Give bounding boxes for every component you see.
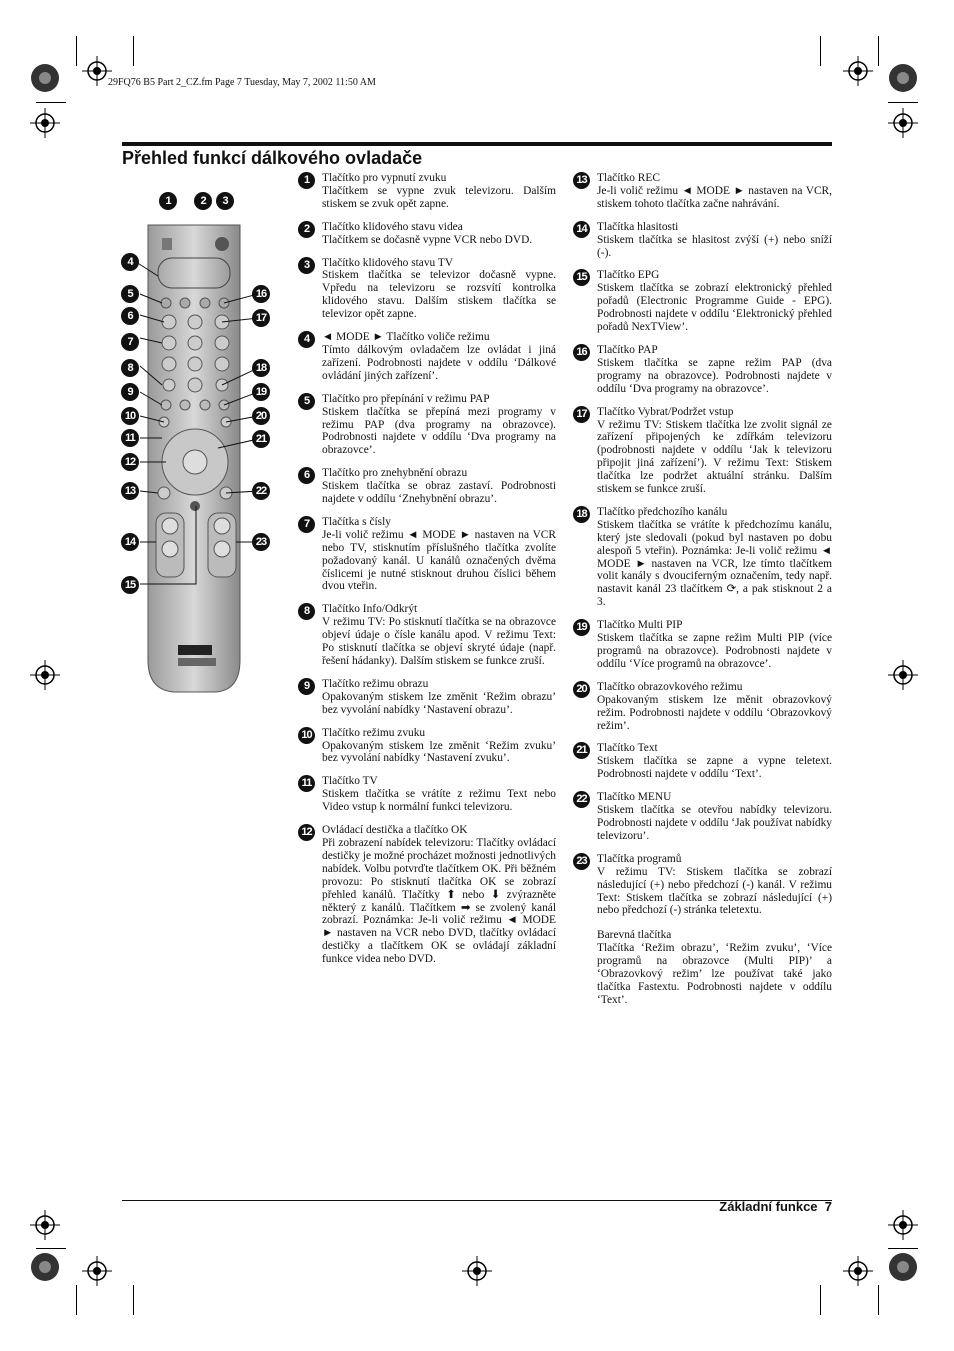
entry-desc: Stiskem tlačítka se obraz zastaví. Podrobnosti najdete v oddílu ‘Znehybnění obrazu’. — [322, 480, 556, 506]
remote-callout-21: 21 — [252, 430, 270, 448]
remote-callout-3: 3 — [216, 192, 234, 210]
registration-target-icon — [888, 1210, 918, 1240]
entry-19 — [573, 619, 832, 671]
registration-target-icon — [30, 660, 60, 690]
entry-14 — [573, 221, 832, 260]
entry-number: 2 — [298, 221, 315, 238]
entry-title: Tlačítko pro vypnutí zvuku — [322, 172, 447, 184]
entry-color-buttons — [573, 929, 832, 1006]
entry-desc: Stiskem tlačítka se zapne režim PAP (dva programy na obrazovce). Podrobnosti najdete v oddílu ‘Dva programy na obrazovce’. — [597, 356, 832, 395]
entry-title: Tlačítko PAP — [597, 343, 658, 356]
entry-title: Tlačítko režimu zvuku — [322, 726, 426, 739]
entry-desc: V režimu TV: Po stisknutí tlačítka se na obrazovce objeví údaje o čísle kanálu apod. V režimu Text: Po stisknutí tlačítka se objeví skryté údaje (např. řešení hádanky). Dalším stiskem se funkce zruší. — [322, 616, 556, 667]
entry-16 — [573, 344, 832, 396]
entry-title: Barevná tlačítka — [597, 929, 672, 942]
entry-desc: Opakovaným stiskem lze změnit ‘Režim obrazu’ bez vyvolání nabídky ‘Nastavení obrazu’. — [322, 690, 556, 716]
entry-desc: Stiskem tlačítka se otevřou nabídky televizoru. Podrobnosti najdete v oddílu ‘Jak používat nabídky televizoru’. — [597, 804, 832, 842]
entry-title: Tlačítka hlasitosti — [597, 220, 679, 233]
remote-callout-22: 22 — [252, 482, 270, 500]
entry-desc: Opakovaným stiskem lze měnit obrazovkový režim. Podrobnosti najdete v oddílu ‘Obrazovkový režim’. — [597, 693, 832, 732]
entry-21 — [573, 742, 832, 781]
entry-22 — [573, 791, 832, 843]
entry-number: 23 — [573, 853, 590, 870]
entry-number: 17 — [573, 406, 590, 423]
entry-title: Tlačítko pro znehybnění obrazu — [322, 467, 468, 480]
entry-desc: Je-li volič režimu ◄ MODE ► nastaven na VCR nebo TV, stisknutím příslušného tlačítka zvolíte požadovaný kanál. U kanálů označených dvěma číslicemi je nutné stisknout druhou číslici během dvou vteřin. — [322, 528, 556, 593]
entry-number: 3 — [298, 257, 315, 274]
entry-desc: Stiskem tlačítka se zapne a vypne teletext. Podrobnosti najdete v oddílu ‘Text’. — [597, 755, 832, 781]
remote-callout-23: 23 — [252, 533, 270, 551]
footer-section: Základní funkce — [719, 1199, 818, 1214]
entries-column-left — [298, 172, 556, 966]
entry-number: 22 — [573, 791, 590, 808]
entry-17 — [573, 406, 832, 496]
entry-desc: V režimu TV: Stiskem tlačítka lze zvolit signál ze zařízení připojených ke zdířkám televizoru (podrobnosti najdete v oddílu ‘Jak k televizoru připojit jiná zařízení’). V režimu Text: Stiskem tlačítka lze podržet aktuální stránku. Dalším stiskem se funkce zruší. — [597, 418, 832, 496]
crop-mark — [820, 36, 821, 66]
page-number: 7 — [824, 1199, 832, 1214]
entry-15 — [573, 269, 832, 334]
remote-callout-11: 11 — [121, 429, 139, 447]
entry-number: 15 — [573, 269, 590, 286]
remote-callout-19: 19 — [252, 383, 270, 401]
entry-5 — [298, 393, 556, 458]
entry-desc: Tímto dálkovým ovladačem lze ovládat i jiná zařízení. Podrobnosti najdete v oddílu ‘Dálkové ovládání jiných zařízení’. — [322, 343, 556, 382]
crop-mark — [888, 1248, 918, 1249]
entry-number: 12 — [298, 824, 315, 841]
entry-desc: Tlačítkem se vypne zvuk televizoru. Dalším stiskem se zvuk opět zapne. — [322, 184, 556, 210]
entry-number: 5 — [298, 393, 315, 410]
file-header: 29FQ76 B5 Part 2_CZ.fm Page 7 Tuesday, May 7, 2002 11:50 AM — [108, 77, 376, 88]
registration-target-icon — [462, 1256, 492, 1286]
entry-desc: Stiskem tlačítka se hlasitost zvýší (+) nebo sníží (-). — [597, 233, 832, 259]
remote-callout-10: 10 — [121, 407, 139, 425]
entry-13 — [573, 172, 832, 211]
remote-callout-1: 1 — [159, 192, 177, 210]
entry-desc: Stiskem tlačítka se přepíná mezi programy v režimu PAP (dva programy na obrazovce). Podrobnosti najdete v oddílu ‘Dva programy na obrazovce’. — [322, 405, 556, 457]
entry-number: 18 — [573, 506, 590, 523]
entry-number: 8 — [298, 603, 315, 620]
entry-desc: Opakovaným stiskem lze změnit ‘Režim zvuku’ bez vyvolání nabídky ‘Nastavení zvuku’. — [322, 739, 556, 765]
registration-rosette-icon — [30, 1252, 60, 1282]
registration-rosette-icon — [888, 63, 918, 93]
entry-title: Tlačítka s čísly — [322, 515, 391, 528]
entry-desc: Při zobrazení nabídek televizoru: Tlačítky ovládací destičky je možné procházet možnosti jednotlivých nabídek. Volbu potvrďte tlačítkem OK. Při běžném provozu: Po stisknutí tlačítka OK se zobrazí přehled kanálů. Tlačítky ⬆ nebo ⬇ zvýrazněte některý z kanálů. Tlačítkem ➡ se zvolený kanál zobrazí. Poznámka: Je-li volič režimu ◄ MODE ► nastaven na VCR nebo DVD, tlačítky ovládací destičky a tlačítkem OK se ovládají základní funkce videa nebo DVD. — [322, 836, 556, 966]
title-rule — [122, 142, 832, 146]
entry-title: Tlačítko Info/Odkrýt — [322, 603, 418, 616]
entry-desc: Tlačítka ‘Režim obrazu’, ‘Režim zvuku’, ‘Více programů na obrazovce (Multi PIP)’ a ‘Obrazovkový režim’ lze používat také jako tlačítka Fastextu. Podrobnosti najdete v oddílu ‘Text’. — [597, 942, 832, 1006]
entry-title: Tlačítka programů — [597, 852, 682, 865]
registration-target-icon — [843, 1256, 873, 1286]
remote-callout-18: 18 — [252, 359, 270, 377]
entry-title: Tlačítko klidového stavu TV — [322, 256, 454, 269]
crop-mark — [878, 36, 879, 66]
entry-desc: Stiskem tlačítka se zapne režim Multi PIP (více programů na obrazovce). Podrobnosti najdete v oddílu ‘Více programů na obrazovce’. — [597, 632, 832, 670]
remote-callout-5: 5 — [121, 285, 139, 303]
entry-3 — [298, 257, 556, 322]
crop-mark — [36, 102, 66, 103]
entry-number: 13 — [573, 172, 590, 189]
registration-rosette-icon — [30, 63, 60, 93]
registration-target-icon — [30, 1210, 60, 1240]
remote-callout-4: 4 — [121, 253, 139, 271]
entry-title: Tlačítko REC — [597, 172, 660, 184]
remote-callout-7: 7 — [121, 333, 139, 351]
entry-9 — [298, 678, 556, 717]
crop-mark — [820, 1285, 821, 1315]
entry-title: Tlačítko MENU — [597, 791, 672, 804]
entry-8 — [298, 603, 556, 668]
entry-desc: Tlačítkem se dočasně vypne VCR nebo DVD. — [322, 233, 533, 246]
registration-target-icon — [888, 108, 918, 138]
entry-18 — [573, 506, 832, 609]
entry-title: Tlačítko obrazovkového režimu — [597, 680, 743, 693]
entry-4 — [298, 331, 556, 383]
entry-number: 20 — [573, 681, 590, 698]
entry-title: Tlačítko EPG — [597, 269, 660, 282]
entry-title: Tlačítko režimu obrazu — [322, 677, 429, 690]
remote-callout-16: 16 — [252, 285, 270, 303]
crop-mark — [76, 36, 77, 66]
entry-title: Tlačítko Vybrat/Podržet vstup — [597, 405, 734, 418]
crop-mark — [133, 1285, 134, 1315]
registration-rosette-icon — [888, 1252, 918, 1282]
entry-title: Tlačítko předchozího kanálu — [597, 505, 728, 518]
entry-number: 11 — [298, 775, 315, 792]
entry-12 — [298, 824, 556, 966]
remote-callout-6: 6 — [121, 307, 139, 325]
entry-number: 14 — [573, 221, 590, 238]
remote-callout-2: 2 — [194, 192, 212, 210]
registration-target-icon — [843, 56, 873, 86]
entry-23 — [573, 853, 832, 918]
entry-desc: Je-li volič režimu ◄ MODE ► nastaven na VCR, stiskem tohoto tlačítka začne nahrávání. — [597, 184, 832, 210]
remote-callout-17: 17 — [252, 309, 270, 327]
remote-callout-12: 12 — [121, 453, 139, 471]
entry-6 — [298, 467, 556, 506]
entry-number: 10 — [298, 727, 315, 744]
registration-target-icon — [82, 1256, 112, 1286]
entry-title: ◄ MODE ► Tlačítko voliče režimu — [322, 331, 490, 344]
page-footer — [719, 1199, 832, 1214]
remote-callout-20: 20 — [252, 407, 270, 425]
entry-desc: Stiskem tlačítka se vrátíte z režimu Text nebo Video vstup k normální funkci televizoru. — [322, 788, 556, 814]
entry-number: 1 — [298, 172, 315, 189]
entry-number: 9 — [298, 678, 315, 695]
crop-mark — [36, 1248, 66, 1249]
entry-title: Tlačítko Multi PIP — [597, 619, 683, 632]
remote-callout-13: 13 — [121, 482, 139, 500]
entry-number: 19 — [573, 619, 590, 636]
entry-number: 6 — [298, 467, 315, 484]
entry-desc: Stiskem tlačítka se vrátíte k předchozímu kanálu, který jste sledovali (pokud byl nastaven po dobu alespoň 5 vteřin). Poznámka: Je-li volič režimu ◄ MODE ► nastaven na VCR, lze tímto tlačítkem volit kanály s dvouciferným označením, tedy např. nastavit kanál 23 tlačítkem ⟳, a pak stisknout 2 a 3. — [597, 518, 832, 609]
entry-number: 4 — [298, 331, 315, 348]
entry-title: Tlačítko Text — [597, 742, 658, 755]
remote-callout-14: 14 — [121, 533, 139, 551]
registration-target-icon — [30, 108, 60, 138]
entry-number: 21 — [573, 742, 590, 759]
entry-number: 16 — [573, 344, 590, 361]
remote-callout-9: 9 — [121, 383, 139, 401]
entry-7 — [298, 516, 556, 593]
entry-desc: Stiskem tlačítka se zobrazí elektronický přehled pořadů (Electronic Programme Guide - EPG). Podrobnosti najdete v oddílu ‘Elektronický přehled pořadů NexTView’. — [597, 282, 832, 334]
remote-callout-8: 8 — [121, 359, 139, 377]
entries-column-right — [573, 172, 832, 1007]
entry-20 — [573, 681, 832, 733]
crop-mark — [76, 1285, 77, 1315]
crop-mark — [133, 36, 134, 66]
crop-mark — [878, 1285, 879, 1315]
remote-callout-15: 15 — [121, 576, 139, 594]
entry-title: Tlačítko TV — [322, 775, 378, 788]
entry-11 — [298, 775, 556, 814]
entry-10 — [298, 727, 556, 766]
entry-desc: V režimu TV: Stiskem tlačítka se zobrazí následující (+) nebo předchozí (-) kanál. V režimu Text: Stiskem tlačítka se zobrazí následující (+) nebo předchozí (-) stránka teletextu. — [597, 865, 832, 917]
entry-title: Tlačítko pro přepínání v režimu PAP — [322, 392, 490, 405]
crop-mark — [888, 102, 918, 103]
entry-title: Tlačítko klidového stavu videa — [322, 220, 463, 233]
registration-target-icon — [888, 660, 918, 690]
page-title: Přehled funkcí dálkového ovladače — [122, 148, 423, 168]
entry-2 — [298, 221, 556, 247]
entry-title: Ovládací destička a tlačítko OK — [322, 824, 468, 837]
entry-1 — [298, 172, 556, 211]
entry-desc: Stiskem tlačítka se televizor dočasně vypne. Vpředu na televizoru se rozsvítí kontrolka klidového stavu. Dalším stiskem tlačítka se televizor opět zapne. — [322, 269, 556, 321]
entry-number: 7 — [298, 516, 315, 533]
